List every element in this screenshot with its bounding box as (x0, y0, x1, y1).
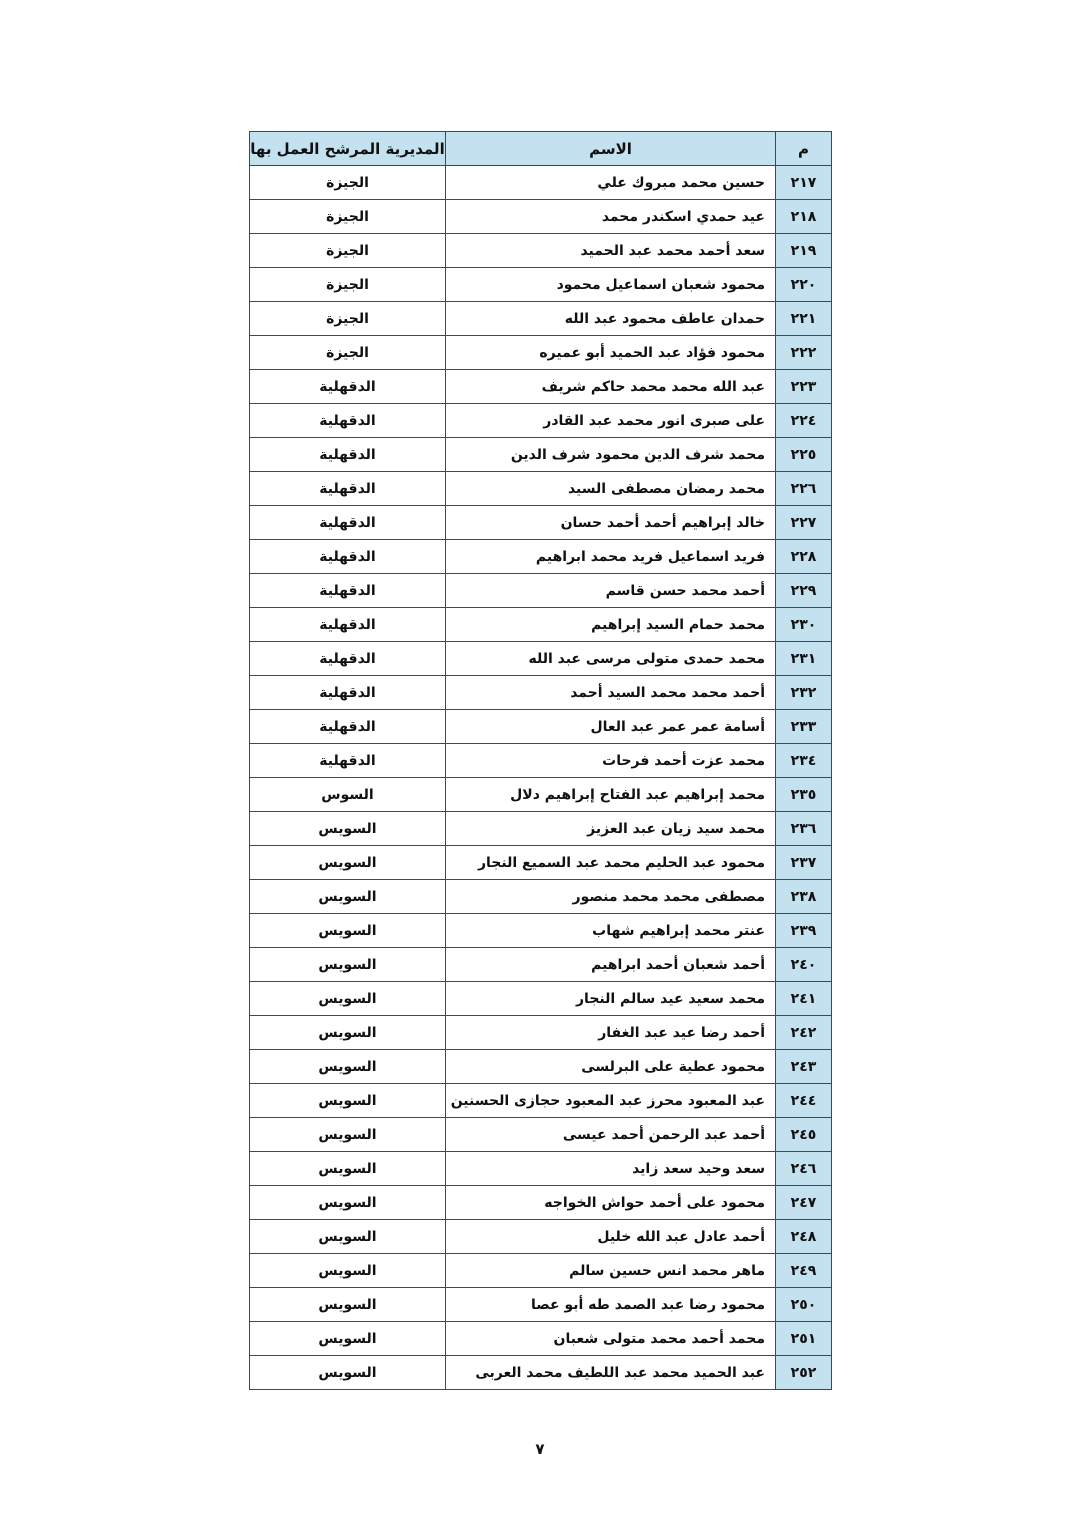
row-directorate: السويس (250, 1084, 446, 1118)
table-row (250, 812, 832, 846)
table-row (250, 1016, 832, 1050)
row-directorate: الجيزة (250, 166, 446, 200)
row-name: محمد سعيد عيد سالم النجار (446, 982, 776, 1016)
row-number: ٢٢٦ (776, 472, 832, 506)
row-number: ٢٣٨ (776, 880, 832, 914)
row-number: ٢٢٧ (776, 506, 832, 540)
row-directorate: السويس (250, 1016, 446, 1050)
row-number: ٢١٩ (776, 234, 832, 268)
table-row (250, 234, 832, 268)
row-directorate: الدقهلية (250, 506, 446, 540)
row-directorate: السويس (250, 846, 446, 880)
row-directorate: السويس (250, 880, 446, 914)
row-name: عيد حمدي اسكندر محمد (446, 200, 776, 234)
row-name: محمد رمضان مصطفى السيد (446, 472, 776, 506)
table-row (250, 1152, 832, 1186)
table-row (250, 1322, 832, 1356)
row-name: عبد المعبود محرز عبد المعبود حجازى الحسنين (446, 1084, 776, 1118)
row-number: ٢٤٢ (776, 1016, 832, 1050)
table-row (250, 1254, 832, 1288)
table-row (250, 302, 832, 336)
table-row (250, 404, 832, 438)
row-name: محمد حمدى متولى مرسى عبد الله (446, 642, 776, 676)
row-directorate: السوس (250, 778, 446, 812)
row-directorate: السويس (250, 1152, 446, 1186)
row-directorate: الجيزة (250, 336, 446, 370)
row-name: عبد الحميد محمد عبد اللطيف محمد العربى (446, 1356, 776, 1390)
row-directorate: السويس (250, 1322, 446, 1356)
row-name: خالد إبراهيم أحمد أحمد حسان (446, 506, 776, 540)
row-name: سعد وحيد سعد زايد (446, 1152, 776, 1186)
row-number: ٢٤٤ (776, 1084, 832, 1118)
row-name: محمد شرف الدين محمود شرف الدين (446, 438, 776, 472)
table-row (250, 1356, 832, 1390)
row-number: ٢٤٥ (776, 1118, 832, 1152)
table-row (250, 1186, 832, 1220)
row-name: محمد عزت أحمد فرحات (446, 744, 776, 778)
table-row (250, 268, 832, 302)
row-directorate: السويس (250, 1118, 446, 1152)
row-name: أحمد عادل عبد الله خليل (446, 1220, 776, 1254)
row-directorate: الدقهلية (250, 642, 446, 676)
row-name: مصطفى محمد محمد منصور (446, 880, 776, 914)
row-number: ٢٣٠ (776, 608, 832, 642)
table-row (250, 472, 832, 506)
row-name: محمود شعبان اسماعيل محمود (446, 268, 776, 302)
table-row (250, 676, 832, 710)
row-number: ٢٣٩ (776, 914, 832, 948)
table-row (250, 438, 832, 472)
row-directorate: الدقهلية (250, 370, 446, 404)
row-number: ٢٤٩ (776, 1254, 832, 1288)
table-row (250, 574, 832, 608)
candidates-table (249, 131, 832, 1390)
row-directorate: الجيزة (250, 302, 446, 336)
table-row (250, 370, 832, 404)
row-name: محمود رضا عبد الصمد طه أبو عصا (446, 1288, 776, 1322)
row-number: ٢٢٨ (776, 540, 832, 574)
row-directorate: السويس (250, 1050, 446, 1084)
table-row (250, 778, 832, 812)
row-number: ٢٤٨ (776, 1220, 832, 1254)
row-directorate: السويس (250, 982, 446, 1016)
table-body (250, 166, 832, 1390)
row-directorate: الدقهلية (250, 540, 446, 574)
row-directorate: الدقهلية (250, 404, 446, 438)
table-row (250, 608, 832, 642)
table-row (250, 1118, 832, 1152)
row-name: محمود عبد الحليم محمد عبد السميع النجار (446, 846, 776, 880)
row-directorate: الدقهلية (250, 438, 446, 472)
row-name: أحمد محمد حسن قاسم (446, 574, 776, 608)
row-number: ٢٤٦ (776, 1152, 832, 1186)
row-number: ٢٢٣ (776, 370, 832, 404)
table-row (250, 710, 832, 744)
row-name: أحمد محمد محمد السيد أحمد (446, 676, 776, 710)
table-row (250, 914, 832, 948)
header-number: م (776, 132, 832, 166)
row-directorate: السويس (250, 1254, 446, 1288)
row-name: ماهر محمد انس حسين سالم (446, 1254, 776, 1288)
row-directorate: الجيزة (250, 268, 446, 302)
row-directorate: السويس (250, 1288, 446, 1322)
row-number: ٢٤٧ (776, 1186, 832, 1220)
row-directorate: الدقهلية (250, 710, 446, 744)
row-name: محمد إبراهيم عبد الفتاح إبراهيم دلال (446, 778, 776, 812)
row-number: ٢٣٢ (776, 676, 832, 710)
row-directorate: الدقهلية (250, 574, 446, 608)
row-name: حمدان عاطف محمود عبد الله (446, 302, 776, 336)
row-directorate: الدقهلية (250, 472, 446, 506)
table-row (250, 336, 832, 370)
table-row (250, 846, 832, 880)
row-number: ٢٤٠ (776, 948, 832, 982)
row-name: عنتر محمد إبراهيم شهاب (446, 914, 776, 948)
row-name: سعد أحمد محمد عبد الحميد (446, 234, 776, 268)
row-number: ٢١٨ (776, 200, 832, 234)
row-directorate: السويس (250, 812, 446, 846)
table-row (250, 1050, 832, 1084)
row-directorate: الدقهلية (250, 744, 446, 778)
table-row (250, 1084, 832, 1118)
table-row (250, 1288, 832, 1322)
row-number: ٢٣٥ (776, 778, 832, 812)
row-directorate: السويس (250, 1186, 446, 1220)
table-row (250, 982, 832, 1016)
row-directorate: الدقهلية (250, 608, 446, 642)
table-row (250, 1220, 832, 1254)
row-name: محمد سيد زيان عبد العزيز (446, 812, 776, 846)
row-name: حسين محمد مبروك علي (446, 166, 776, 200)
table-row (250, 948, 832, 982)
row-name: محمد أحمد محمد متولى شعبان (446, 1322, 776, 1356)
row-name: محمود فؤاد عبد الحميد أبو عميره (446, 336, 776, 370)
header-directorate: المديرية المرشح العمل بها (250, 132, 446, 166)
row-name: فريد اسماعيل فريد محمد ابراهيم (446, 540, 776, 574)
row-number: ٢٣٤ (776, 744, 832, 778)
row-number: ٢٥١ (776, 1322, 832, 1356)
row-number: ٢٢٤ (776, 404, 832, 438)
table-row (250, 506, 832, 540)
row-name: محمد حمام السيد إبراهيم (446, 608, 776, 642)
row-name: عبد الله محمد محمد حاكم شريف (446, 370, 776, 404)
row-number: ٢١٧ (776, 166, 832, 200)
table-row (250, 540, 832, 574)
table-row (250, 880, 832, 914)
row-directorate: الدقهلية (250, 676, 446, 710)
row-number: ٢٣٦ (776, 812, 832, 846)
row-name: أحمد رضا عيد عبد الغفار (446, 1016, 776, 1050)
table-row (250, 166, 832, 200)
page-number: ٧ (535, 1440, 545, 1458)
table-header-row (250, 132, 832, 166)
row-directorate: السويس (250, 1220, 446, 1254)
row-number: ٢٢١ (776, 302, 832, 336)
row-number: ٢٥٠ (776, 1288, 832, 1322)
row-name: أسامة عمر عمر عبد العال (446, 710, 776, 744)
table-row (250, 200, 832, 234)
row-name: أحمد عبد الرحمن أحمد عيسى (446, 1118, 776, 1152)
row-number: ٢٣٧ (776, 846, 832, 880)
table-row (250, 642, 832, 676)
row-name: أحمد شعبان أحمد ابراهيم (446, 948, 776, 982)
row-number: ٢٢٢ (776, 336, 832, 370)
row-number: ٢٣١ (776, 642, 832, 676)
row-number: ٢٢٥ (776, 438, 832, 472)
row-directorate: السويس (250, 914, 446, 948)
row-number: ٢٥٢ (776, 1356, 832, 1390)
row-number: ٢٢٩ (776, 574, 832, 608)
row-name: محمود عطية على البرلسى (446, 1050, 776, 1084)
header-name: الاسم (446, 132, 776, 166)
row-name: على صبرى انور محمد عبد القادر (446, 404, 776, 438)
row-number: ٢٣٣ (776, 710, 832, 744)
row-number: ٢٤١ (776, 982, 832, 1016)
row-directorate: السويس (250, 948, 446, 982)
row-directorate: السويس (250, 1356, 446, 1390)
row-directorate: الجيزة (250, 200, 446, 234)
candidates-table-container (249, 131, 831, 1390)
row-name: محمود على أحمد حواش الخواجه (446, 1186, 776, 1220)
row-number: ٢٢٠ (776, 268, 832, 302)
row-number: ٢٤٣ (776, 1050, 832, 1084)
table-row (250, 744, 832, 778)
row-directorate: الجيزة (250, 234, 446, 268)
